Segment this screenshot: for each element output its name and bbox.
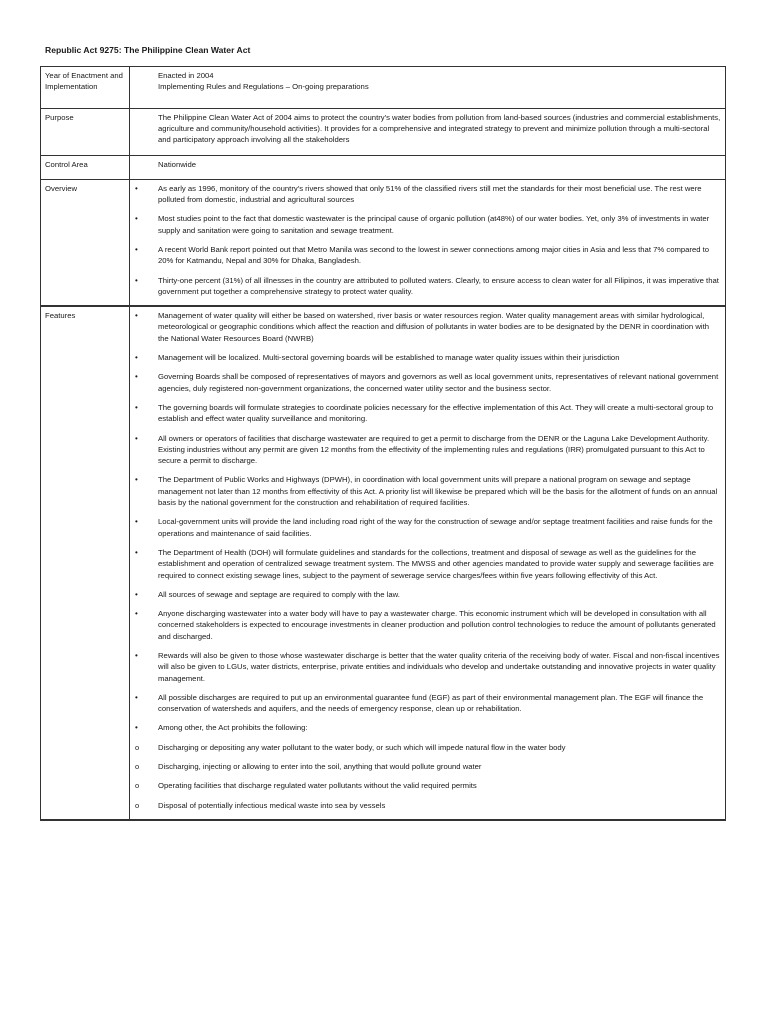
list-item: • Rewards will also be given to those whose wastewater discharge is better that the water quality criteria of the receiving body of water. Fiscal and non-fiscal incentives will also be given to LGUs, water districts, enterprise, private entities and individuals who develop and undertake outstanding and innovative projects in water quality management. <box>135 650 720 683</box>
sub-list-item: o Operating facilities that discharge regulated water pollutants without the valid required permits <box>135 781 477 791</box>
list-item: • Thirty-one percent (31%) of all illnesses in the country are attributed to polluted waters. Clearly, to ensure access to clean water for all Filipinos, it was imperative that government put together a comprehensive strategy to protect water quality. <box>135 275 719 296</box>
features-list <box>134 310 721 811</box>
list-item: • A recent World Bank report pointed out that Metro Manila was second to the lowest in sewer connections among major cities in Asia and less that 7% compared to 20% for Katmandu, Nepal and 30% for Dhaka, Bangladesh. <box>135 244 710 266</box>
list-item: • The governing boards will formulate strategies to coordinate policies necessary for the effective implementation of this Act. They will create a multi-sectoral group to establish and effect water quality surveillance and monitoring. <box>135 402 714 424</box>
list-item: • Management will be localized. Multi-sectoral governing boards will be established to manage water quality issues within their jurisdiction <box>135 353 620 363</box>
row-label-overview: Overview <box>41 179 130 306</box>
circle-bullet-icon: o <box>135 781 140 791</box>
bullet-icon: • <box>135 433 138 443</box>
bullet-icon: • <box>135 244 138 254</box>
list-item: • All owners or operators of facilities that discharge wastewater are required to get a permit to discharge from the DENR or the Laguna Lake Development Authority. Existing industries without any permit are given 12 months from the effectivity of the implementing rules and regulations (IRR) promulgated pursuant to this Act to secure a permit to discharge. <box>135 433 710 466</box>
circle-bullet-icon: o <box>135 800 140 810</box>
list-item: • Management of water quality will either be based on watershed, river basis or water resources region. Water quality management areas with similar hydrological, meteorological or geographic conditions which affect the reaction and diffusion of pollutants in water bodies are to be designated by the DENR in coordination with the National Water Resources Board (NWRB) <box>135 311 709 343</box>
row-label-purpose: Purpose <box>41 108 130 156</box>
row-year <box>41 67 726 109</box>
list-item: • Local-government units will provide the land including road right of the way for the construction of sewage and/or septage treatment facilities and raise funds for the operations and maintenance of said facilities. <box>135 517 713 538</box>
bullet-icon: • <box>135 183 138 193</box>
list-item: • All possible discharges are required to put up an environmental guarantee fund (EGF) as part of their environmental management plan. The EGF will finance the conservation of watersheds and aquifers, and the needs of emergency response, clean up or rehabilitation. <box>135 692 704 714</box>
row-label-features: Features <box>41 306 130 820</box>
circle-bullet-icon: o <box>135 742 140 752</box>
list-item: • Governing Boards shall be composed of representatives of mayors and governors as well as local government units, representatives of relevant national government agencies, duly registered non-government organizations, the concerned water utility sector and the business sector. <box>135 372 719 393</box>
irr-status-text: Implementing Rules and Regulations – On-going preparations <box>158 82 369 92</box>
control-area-text: Nationwide <box>158 160 197 170</box>
row-content-year <box>130 67 726 109</box>
bullet-icon: • <box>135 650 138 660</box>
bullet-icon: • <box>135 589 138 599</box>
bullet-icon: • <box>135 311 138 321</box>
enacted-text: Enacted in 2004 <box>158 71 214 80</box>
row-label-control-area: Control Area <box>41 156 130 179</box>
bullet-icon: • <box>135 214 138 224</box>
bullet-icon: • <box>135 275 138 285</box>
bullet-icon: • <box>135 475 138 485</box>
list-item: • The Department of Public Works and Highways (DPWH), in coordination with local government units will prepare a national program on sewage and septage management not later than 12 months from effectivity of this Act. A priority list will likewise be prepared which will be the basis for the allotment of funds on an annual basis by the national government for the construction and rehabilitation of required facilities. <box>135 475 718 508</box>
row-content-purpose <box>130 108 726 156</box>
bullet-icon: • <box>135 517 138 527</box>
sub-list-item: o Discharging, injecting or allowing to enter into the soil, anything that would pollute ground water <box>135 762 482 772</box>
purpose-text: The Philippine Clean Water Act of 2004 aims to protect the country's water bodies from pollution from land-based sources (industries and commercial establishments, agriculture and community/household activities). It provides for a comprehensive and integrated strategy to prevent and minimize pollution through a multi-sectoral and participatory approach involving all the stakeholders <box>158 112 721 145</box>
bullet-icon: • <box>135 402 138 412</box>
bullet-icon: • <box>135 723 138 733</box>
circle-bullet-icon: o <box>135 762 140 772</box>
list-item: • All sources of sewage and septage are required to comply with the law. <box>135 589 400 599</box>
document <box>40 44 728 821</box>
list-item: • As early as 1996, monitory of the country's rivers showed that only 51% of the classified rivers still met the standards for their most beneficial use. The rest were polluted from domestic, industrial and agricultural sources <box>135 183 702 205</box>
bullet-icon: • <box>135 609 138 619</box>
sub-list-item: o Disposal of potentially infectious medical waste into sea by vessels <box>135 800 386 810</box>
document-title: Republic Act 9275: The Philippine Clean Water Act <box>45 45 251 55</box>
row-label-year: Year of Enactment and Implementation <box>41 67 130 109</box>
act-summary-table <box>40 66 726 821</box>
list-item: • Anyone discharging wastewater into a water body will have to pay a wastewater charge. This economic instrument which will be developed in consultation with all concerned stakeholders is expected to encourage investments in cleaner production and pollution control technologies to reduce the amount of pollutants generated and discharged. <box>135 609 716 641</box>
bullet-icon: • <box>135 692 138 702</box>
row-content-overview <box>130 179 726 306</box>
list-item: • The Department of Health (DOH) will formulate guidelines and standards for the collections, treatment and disposal of sewage as well as the guidelines for the establishment and operation of centralized sewage treatment system. The MWSS and other agencies mandated to provide water supply and sewerage facilities are required to connect existing sewage lines, subject to the payment of sewerage service charges/fees within five years following effectivity of this Act. <box>135 547 714 580</box>
list-item: • Most studies point to the fact that domestic wastewater is the principal cause of organic pollution (at48%) of our water bodies. Yet, only 3% of investments in water supply and sanitation were going to sanitation and sewage treatment. <box>135 214 710 235</box>
bullet-icon: • <box>135 547 138 557</box>
row-purpose <box>41 108 726 156</box>
row-content-features <box>130 306 726 820</box>
row-content-control-area <box>130 156 726 179</box>
row-features <box>41 306 726 820</box>
list-item: • Among other, the Act prohibits the following: <box>135 723 308 733</box>
overview-list <box>134 183 721 297</box>
bullet-icon: • <box>135 353 138 363</box>
bullet-icon: • <box>135 372 138 382</box>
sub-list-item: o Discharging or depositing any water pollutant to the water body, or such which will impede natural flow in the water body <box>135 742 566 752</box>
row-control-area <box>41 156 726 179</box>
row-overview <box>41 179 726 306</box>
